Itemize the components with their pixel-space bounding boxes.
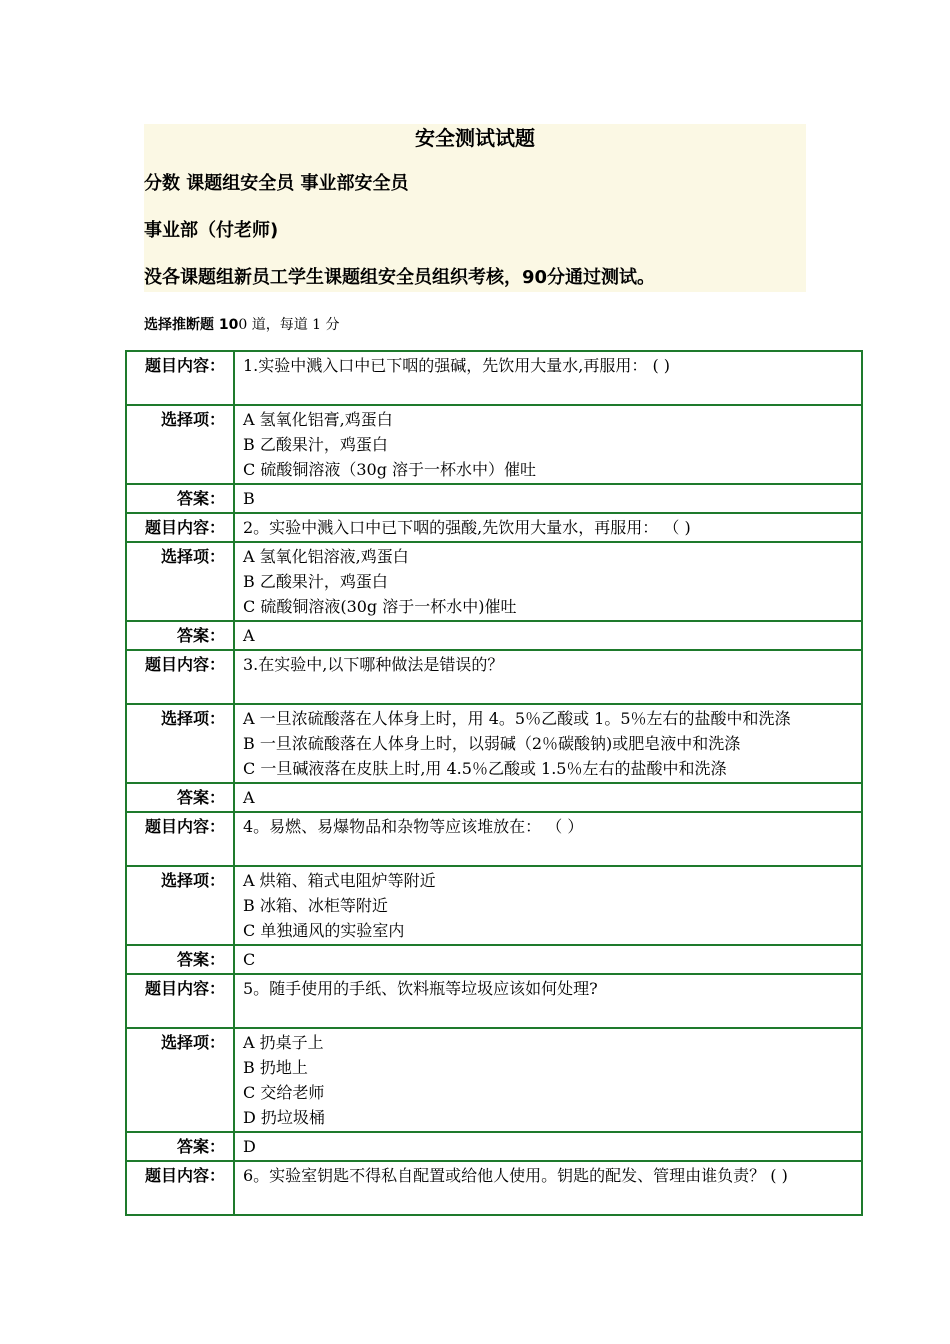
question-5-answer-row [126,1132,862,1161]
question-5-options-row [126,1028,862,1132]
question-2-content: 2。实验中溅入口中已下咽的强酸,先饮用大量水，再服用： （ ) [234,513,862,542]
option-c: C 硫酸铜溶液（30g 溶于一杯水中）催吐 [243,460,537,479]
option-b: B 一旦浓硫酸落在人体身上时，以弱碱（2％碳酸钠)或肥皂液中和洗涤 [243,734,741,753]
section-heading [144,314,340,336]
question-4-options-row [126,866,862,945]
option-c: C 交给老师 [243,1083,325,1102]
option-b: B 乙酸果汁，鸡蛋白 [243,435,388,454]
option-c: C 硫酸铜溶液(30g 溶于一杯水中)催吐 [243,597,517,616]
answer-label: 答案： [126,484,234,513]
question-2-options [234,542,862,621]
question-1-content-row [126,351,862,405]
question-4-content: 4。易燃、易爆物品和杂物等应该堆放在： （ ） [234,812,862,866]
options-label: 选择项： [126,704,234,783]
answer-label: 答案： [126,945,234,974]
question-1-options [234,405,862,484]
answer-label: 答案： [126,783,234,812]
question-2-options-row [126,542,862,621]
question-5-content: 5。随手使用的手纸、饮料瓶等垃圾应该如何处理? [234,974,862,1028]
department-line: 事业部（付老师) [144,220,279,241]
question-1-options-row [126,405,862,484]
question-3-options [234,704,862,783]
options-label: 选择项： [126,542,234,621]
question-2-answer: A [234,621,862,650]
option-b: B 乙酸果汁，鸡蛋白 [243,572,388,591]
content-label: 题目内容： [126,650,234,704]
section-heading-bold: 选择推断题 10 [144,317,239,333]
question-3-content: 3.在实验中,以下哪种做法是错误的？ [234,650,862,704]
question-5-answer: D [234,1132,862,1161]
question-1-answer-row [126,484,862,513]
question-4-answer-row [126,945,862,974]
content-label: 题目内容： [126,513,234,542]
options-label: 选择项： [126,405,234,484]
option-b: B 冰箱、冰柜等附近 [243,896,388,915]
options-label: 选择项： [126,866,234,945]
option-a: A 氢氧化铝膏,鸡蛋白 [243,410,393,429]
options-label: 选择项： [126,1028,234,1132]
answer-label: 答案： [126,1132,234,1161]
question-2-answer-row [126,621,862,650]
question-1-content: 1.实验中溅入口中已下咽的强碱，先饮用大量水,再服用： ( ) [234,351,862,405]
instruction-line: 没各课题组新员工学生课题组安全员组织考核，90分通过测试。 [144,267,656,288]
question-4-content-row [126,812,862,866]
option-d: D 扔垃圾桶 [243,1108,325,1127]
answer-label: 答案： [126,621,234,650]
option-c: C 单独通风的实验室内 [243,921,405,940]
page-title: 安全测试试题 [415,126,535,150]
content-label: 题目内容： [126,1161,234,1215]
content-label: 题目内容： [126,974,234,1028]
option-a: A 烘箱、箱式电阻炉等附近 [243,871,436,890]
score-line: 分数 课题组安全员 事业部安全员 [144,173,409,194]
content-label: 题目内容： [126,351,234,405]
question-3-answer: A [234,783,862,812]
question-6-content-row [126,1161,862,1215]
question-4-answer: C [234,945,862,974]
option-c: C 一旦碱液落在皮肤上时,用 4.5％乙酸或 1.5％左右的盐酸中和洗涤 [243,759,727,778]
section-heading-rest: 0 道，每道 1 分 [238,317,340,333]
question-2-content-row [126,513,862,542]
option-a: A 扔桌子上 [243,1033,324,1052]
content-label: 题目内容： [126,812,234,866]
question-3-content-row [126,650,862,704]
question-4-options [234,866,862,945]
option-a: A 一旦浓硫酸落在人体身上时，用 4。5％乙酸或 1。5％左右的盐酸中和洗涤 [243,709,791,728]
question-1-answer: B [234,484,862,513]
option-b: B 扔地上 [243,1058,308,1077]
question-3-answer-row [126,783,862,812]
question-table [125,350,863,1216]
question-6-content: 6。实验室钥匙不得私自配置或给他人使用。钥匙的配发、管理由谁负责？ ( ) [234,1161,862,1215]
question-5-content-row [126,974,862,1028]
question-3-options-row [126,704,862,783]
option-a: A 氢氧化铝溶液,鸡蛋白 [243,547,409,566]
question-5-options [234,1028,862,1132]
